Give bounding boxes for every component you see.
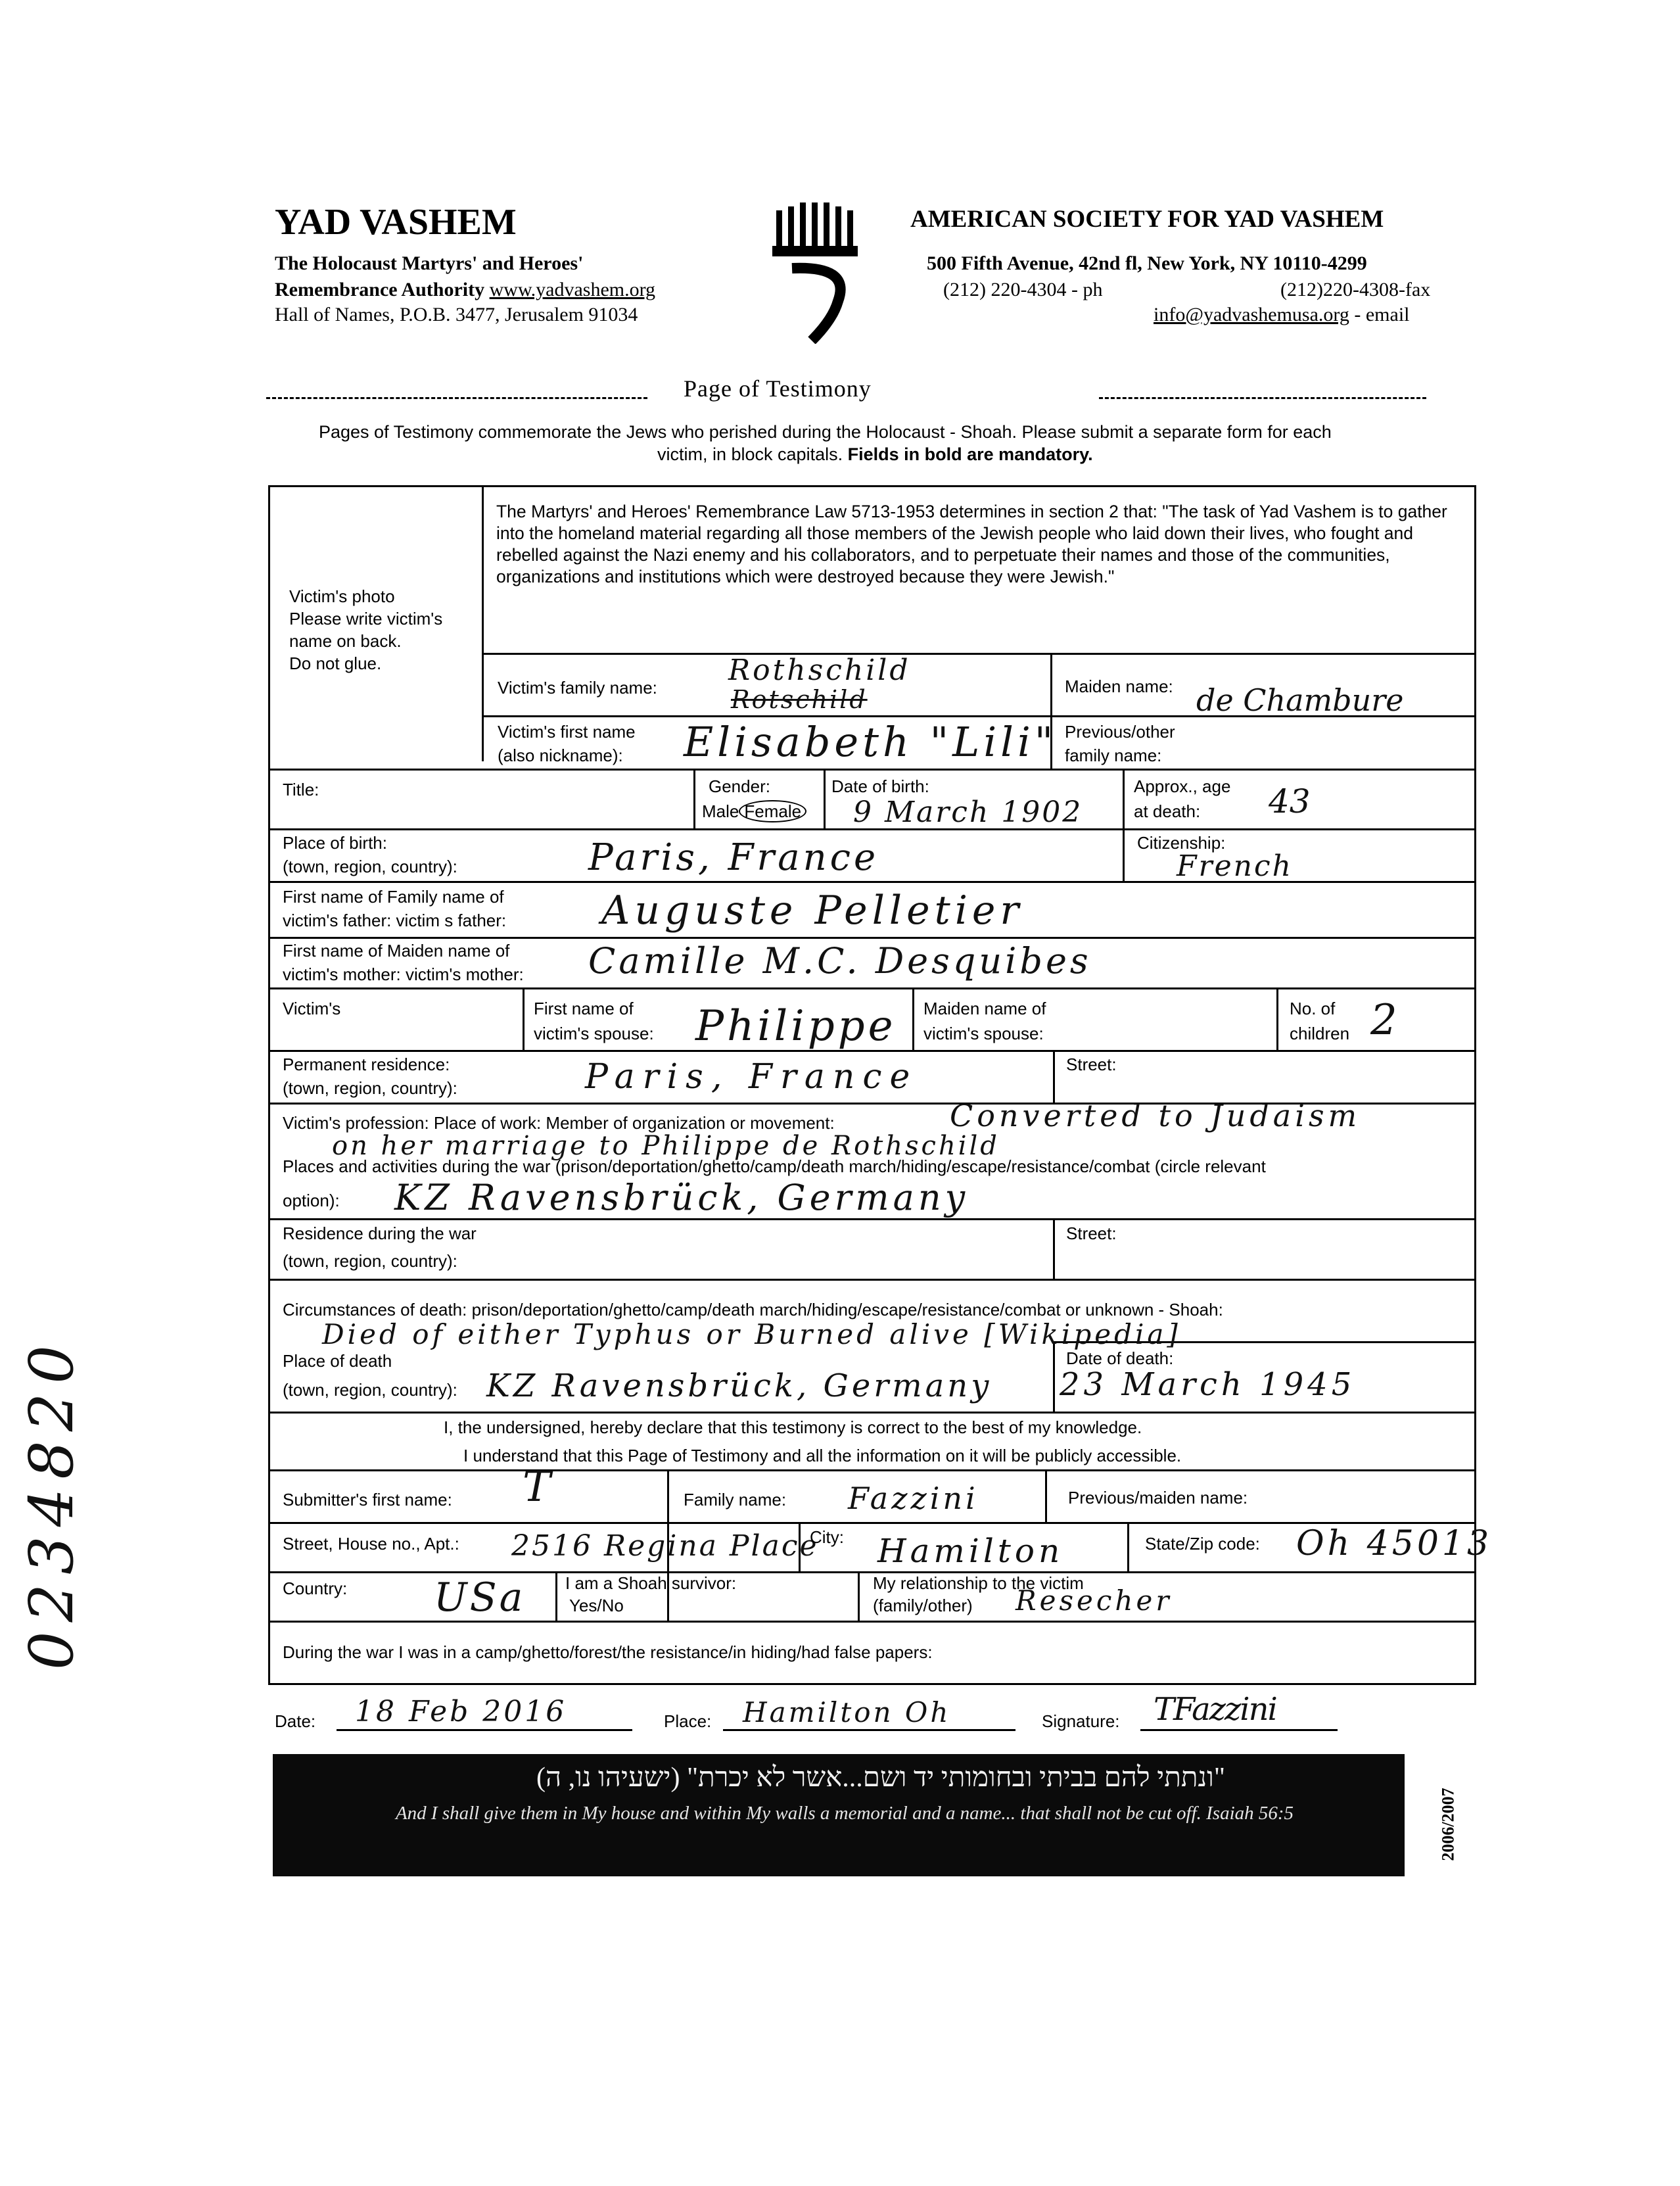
pob-label-2: (town, region, country): xyxy=(283,857,457,876)
children-label-2: children xyxy=(1290,1024,1350,1043)
male-option[interactable]: Male xyxy=(702,801,739,821)
circumstances-label: Circumstances of death: prison/deportation/ghetto/camp/death march/hiding/escape/resistance/combat or unknown - Shoah: xyxy=(283,1300,1223,1319)
places-value[interactable]: KZ Ravensbrück, Germany xyxy=(394,1177,969,1218)
perm-res-label: Permanent residence: xyxy=(283,1055,450,1074)
dob-value[interactable]: 9 March 1902 xyxy=(853,796,1083,829)
spouse-first-label-2: victim's spouse: xyxy=(534,1024,654,1043)
age-label-2: at death: xyxy=(1134,801,1201,821)
photo-box-line: name on back. xyxy=(289,631,402,651)
female-option[interactable]: Female xyxy=(739,800,806,822)
divider xyxy=(268,881,1476,883)
header-right-address: 500 Fifth Avenue, 42nd fl, New York, NY 10110-4299 xyxy=(927,252,1367,274)
submitter-street-value[interactable]: 2516 Regina Place xyxy=(511,1529,819,1563)
divider xyxy=(482,485,484,761)
divider xyxy=(268,1279,1476,1281)
divider xyxy=(268,937,1476,939)
divider xyxy=(268,1218,1476,1220)
signature-label: Signature: xyxy=(1042,1711,1120,1731)
father-value[interactable]: Auguste Pelletier xyxy=(601,888,1024,934)
intro-line1: Pages of Testimony commemorate the Jews who perished during the Holocaust - Shoah. Please submit a separate form for each xyxy=(319,422,1332,442)
intro-text: victim, in block capitals. xyxy=(657,444,848,464)
maiden-name-label: Maiden name: xyxy=(1065,677,1173,696)
submitter-family-value[interactable]: Fazzini xyxy=(848,1481,979,1516)
war-res-street-label: Street: xyxy=(1066,1224,1117,1243)
divider xyxy=(268,1571,1476,1573)
divider xyxy=(1045,1469,1047,1522)
place-label: Place: xyxy=(664,1711,712,1731)
divider xyxy=(693,769,695,828)
family-name-value[interactable]: Rothschild xyxy=(728,653,911,687)
age-label: Approx., age xyxy=(1134,776,1231,796)
victims-label: Victim's xyxy=(283,999,341,1018)
children-value[interactable]: 2 xyxy=(1370,996,1397,1045)
footer-english-quote: And I shall give them in My house and within My walls a memorial and a name... that shall not be cut off. Isaiah 56:5 xyxy=(395,1803,1294,1824)
photo-box-line: Please write victim's xyxy=(289,609,443,629)
submitter-prev-label: Previous/maiden name: xyxy=(1068,1488,1248,1508)
divider xyxy=(482,653,1476,655)
pob-value[interactable]: Paris, France xyxy=(588,836,879,879)
yadvashem-link[interactable]: www.yadvashem.org xyxy=(489,279,656,300)
title-dashes-right xyxy=(1099,397,1426,399)
children-label: No. of xyxy=(1290,999,1336,1018)
spouse-maiden-label: Maiden name of xyxy=(923,999,1046,1018)
header-right-phone: (212) 220-4304 - ph xyxy=(943,279,1103,300)
gender-label: Gender: xyxy=(709,776,770,796)
photo-box-line: Victim's photo xyxy=(289,586,395,606)
header-left-line3: Hall of Names, P.O.B. 3477, Jerusalem 91034 xyxy=(275,304,638,325)
relationship-label: My relationship to the victim xyxy=(873,1573,1084,1593)
divider xyxy=(1276,987,1278,1050)
photo-box xyxy=(289,585,442,675)
profession-value-2[interactable]: on her marriage to Philippe de Rothschild xyxy=(332,1131,1000,1161)
family-name-struck-value: Rotschild xyxy=(731,685,868,714)
prev-family-label-2: family name: xyxy=(1065,746,1162,765)
relationship-value[interactable]: Resecher xyxy=(1015,1584,1173,1617)
first-name-value[interactable]: Elisabeth "Lili" xyxy=(684,718,1058,766)
war-res-label-2: (town, region, country): xyxy=(283,1251,457,1271)
submitter-street-label: Street, House no., Apt.: xyxy=(283,1534,459,1554)
gender-options xyxy=(702,801,806,822)
perm-res-value[interactable]: Paris, France xyxy=(585,1057,918,1097)
pob-label: Place of birth: xyxy=(283,833,387,853)
divider xyxy=(268,1522,1476,1524)
divider xyxy=(523,987,525,1050)
age-value[interactable]: 43 xyxy=(1269,782,1311,820)
during-war-label: During the war I was in a camp/ghetto/forest/the resistance/in hiding/had false papers: xyxy=(283,1642,933,1662)
circumstances-value[interactable]: Died of either Typhus or Burned alive [Wikipedia] xyxy=(322,1318,1181,1350)
submitter-country-value[interactable]: USa xyxy=(434,1575,526,1621)
header-left-title: YAD VASHEM xyxy=(275,202,517,243)
war-res-label: Residence during the war xyxy=(283,1224,477,1243)
pod-label: Place of death xyxy=(283,1351,392,1371)
dod-label: Date of death: xyxy=(1066,1348,1174,1368)
date-value[interactable]: 18 Feb 2016 xyxy=(355,1695,567,1728)
title-dashes-left xyxy=(266,397,647,399)
submitter-country-label: Country: xyxy=(283,1579,348,1598)
places-label: Places and activities during the war (prison/deportation/ghetto/camp/death march/hiding/escape/resistance/combat (circle relevant xyxy=(283,1156,1266,1176)
declaration-line1: I, the undersigned, hereby declare that this testimony is correct to the best of my knowledge. xyxy=(444,1417,1142,1437)
date-line xyxy=(337,1729,632,1731)
divider xyxy=(1053,1050,1055,1103)
divider xyxy=(268,987,1476,989)
divider xyxy=(1127,1522,1129,1571)
divider xyxy=(555,1571,557,1621)
signature-line xyxy=(1140,1729,1338,1731)
father-label-2: victim's father: victim s father: xyxy=(283,911,507,930)
header-left-line2 xyxy=(275,279,655,301)
place-value[interactable]: Hamilton Oh xyxy=(743,1696,951,1728)
relationship-options[interactable]: (family/other) xyxy=(873,1596,973,1615)
dod-value[interactable]: 23 March 1945 xyxy=(1060,1366,1356,1403)
form-title: Page of Testimony xyxy=(684,375,872,402)
submitter-city-value[interactable]: Hamilton xyxy=(877,1532,1064,1570)
email-link[interactable]: info@yadvashemusa.org xyxy=(1154,304,1349,325)
place-line xyxy=(723,1729,1015,1731)
divider xyxy=(858,1571,860,1621)
submitter-city-label: City: xyxy=(810,1527,844,1547)
email-suffix: - email xyxy=(1349,304,1410,325)
mother-label: First name of Maiden name of xyxy=(283,941,510,961)
divider xyxy=(1053,1218,1055,1279)
citizenship-label: Citizenship: xyxy=(1137,833,1226,853)
divider xyxy=(268,1621,1476,1623)
margin-handwritten-number: 0234820 xyxy=(16,1336,87,1670)
yad-vashem-logo-icon xyxy=(772,202,868,344)
pod-label-2: (town, region, country): xyxy=(283,1380,457,1400)
divider xyxy=(1123,769,1125,881)
profession-label: Victim's profession: Place of work: Member of organization or movement: xyxy=(283,1113,835,1133)
date-label: Date: xyxy=(275,1711,316,1731)
places-label-2: option): xyxy=(283,1191,340,1210)
survivor-label: I am a Shoah survivor: xyxy=(565,1573,737,1593)
spouse-first-label: First name of xyxy=(534,999,634,1018)
first-name-label: Victim's first name xyxy=(498,722,636,742)
survivor-options[interactable]: Yes/No xyxy=(569,1596,624,1615)
mother-value[interactable]: Camille M.C. Desquibes xyxy=(588,940,1092,982)
divider xyxy=(1053,1341,1055,1412)
spouse-first-value[interactable]: Philippe xyxy=(695,1002,897,1051)
mother-label-2: victim's mother: victim's mother: xyxy=(283,964,524,984)
header-left-line1: The Holocaust Martyrs' and Heroes' xyxy=(275,252,584,274)
pod-value[interactable]: KZ Ravensbrück, Germany xyxy=(486,1367,992,1404)
family-name-label: Victim's family name: xyxy=(498,678,657,698)
first-name-label-2: (also nickname): xyxy=(498,746,623,765)
profession-value-1[interactable]: Converted to Judaism xyxy=(950,1098,1361,1133)
signature-value[interactable]: TFazzini xyxy=(1154,1691,1276,1728)
header-right-fax: (212)220-4308-fax xyxy=(1280,279,1431,300)
divider xyxy=(912,987,914,1050)
photo-box-line: Do not glue. xyxy=(289,653,382,673)
intro-line2 xyxy=(657,444,1093,465)
submitter-first-value[interactable]: T xyxy=(523,1463,551,1511)
authority-label: Remembrance Authority xyxy=(275,279,490,300)
title-label: Title: xyxy=(283,780,319,799)
divider xyxy=(824,769,826,828)
law-text: The Martyrs' and Heroes' Remembrance Law 5713-1953 determines in section 2 that: "The task of Yad Vashem is to gather into the homeland material regarding all those members of the Jewish people who laid down their lives, who fought and rebelled against the Nazi enemy and his collaborators, and to perpetuate their names and those of the communities, organizations and institutions which were destroyed because they were Jewish." xyxy=(496,502,1447,586)
footer-side-code: 2006/2007 xyxy=(1438,1788,1458,1861)
maiden-name-value[interactable]: de Chambure xyxy=(1196,682,1404,718)
citizenship-value[interactable]: French xyxy=(1177,849,1293,883)
divider xyxy=(268,1412,1476,1414)
declaration-line2: I understand that this Page of Testimony and all the information on it will be publicly accessible. xyxy=(463,1446,1182,1465)
dob-label: Date of birth: xyxy=(831,776,929,796)
submitter-state-value[interactable]: Oh 45013 xyxy=(1296,1524,1493,1563)
submitter-state-label: State/Zip code: xyxy=(1145,1534,1260,1554)
spouse-maiden-label-2: victim's spouse: xyxy=(923,1024,1044,1043)
header-right-email xyxy=(1154,304,1410,326)
perm-res-label-2: (town, region, country): xyxy=(283,1078,457,1098)
submitter-first-label: Submitter's first name: xyxy=(283,1490,452,1509)
prev-family-label: Previous/other xyxy=(1065,722,1175,742)
header-right-title: AMERICAN SOCIETY FOR YAD VASHEM xyxy=(910,206,1384,233)
footer-hebrew-quote: "ונתתי להם בביתי ובחומותי יד ושם...אשר לא יכרת" (ישעיהו נו, ה) xyxy=(536,1763,1225,1793)
father-label: First name of Family name of xyxy=(283,887,504,907)
mandatory-note: Fields in bold are mandatory. xyxy=(847,444,1093,464)
street-label: Street: xyxy=(1066,1055,1117,1074)
submitter-family-label: Family name: xyxy=(684,1490,787,1509)
divider xyxy=(268,1469,1476,1471)
divider xyxy=(268,769,1476,771)
